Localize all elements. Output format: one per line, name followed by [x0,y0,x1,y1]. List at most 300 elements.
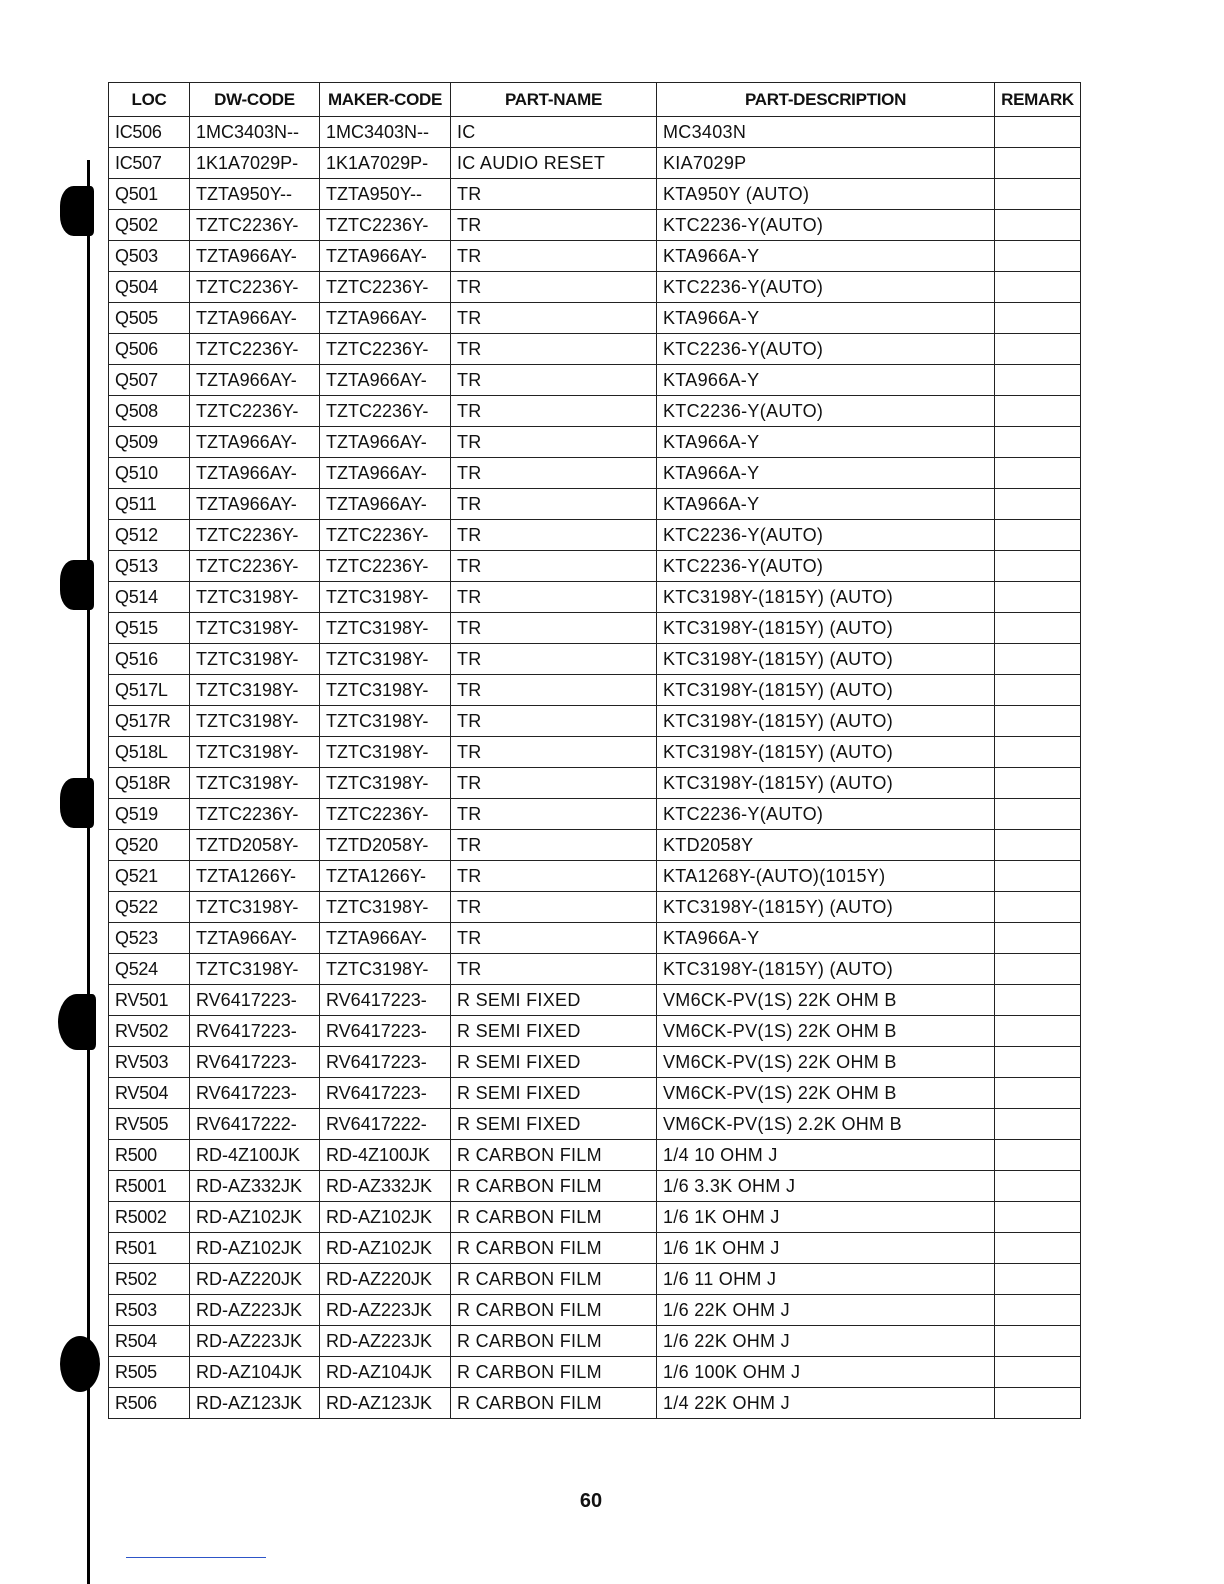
cell-loc: Q502 [109,210,190,241]
cell-dw-code: 1K1A7029P- [190,148,320,179]
page-number: 60 [579,1490,603,1512]
cell-remark [995,551,1081,582]
cell-maker-code: TZTA966AY- [320,365,451,396]
table-row [109,303,1081,334]
cell-maker-code: 1MC3403N-- [320,117,451,148]
cell-maker-code: 1K1A7029P- [320,148,451,179]
cell-part-name: TR [451,737,657,768]
cell-dw-code: RD-AZ223JK [190,1295,320,1326]
cell-remark [995,365,1081,396]
cell-remark [995,334,1081,365]
cell-remark [995,1016,1081,1047]
cell-part-description: KTC2236-Y(AUTO) [657,272,995,303]
cell-part-description: KIA7029P [657,148,995,179]
cell-part-name: TR [451,954,657,985]
cell-part-description: KTC3198Y-(1815Y) (AUTO) [657,675,995,706]
table-row [109,458,1081,489]
table-row [109,334,1081,365]
cell-maker-code: RD-AZ332JK [320,1171,451,1202]
cell-dw-code: TZTA966AY- [190,365,320,396]
cell-dw-code: TZTC3198Y- [190,892,320,923]
table-row [109,1295,1081,1326]
cell-loc: R505 [109,1357,190,1388]
cell-maker-code: TZTC3198Y- [320,892,451,923]
table-row [109,768,1081,799]
cell-remark [995,737,1081,768]
column-header-remark: REMARK [995,83,1081,117]
table-row [109,148,1081,179]
cell-remark [995,303,1081,334]
cell-dw-code: TZTC3198Y- [190,644,320,675]
cell-part-description: KTC3198Y-(1815Y) (AUTO) [657,613,995,644]
cell-loc: RV503 [109,1047,190,1078]
cell-part-name: R CARBON FILM [451,1357,657,1388]
cell-part-name: TR [451,179,657,210]
cell-maker-code: RV6417223- [320,1047,451,1078]
cell-remark [995,427,1081,458]
cell-part-name: IC AUDIO RESET [451,148,657,179]
cell-part-description: KTA966A-Y [657,458,995,489]
cell-part-description: KTC3198Y-(1815Y) (AUTO) [657,892,995,923]
cell-dw-code: TZTA966AY- [190,489,320,520]
cell-part-name: TR [451,365,657,396]
cell-remark [995,1326,1081,1357]
table-row [109,799,1081,830]
table-row [109,1078,1081,1109]
cell-part-description: KTC2236-Y(AUTO) [657,520,995,551]
cell-maker-code: TZTC2236Y- [320,799,451,830]
cell-remark [995,1233,1081,1264]
cell-part-name: R SEMI FIXED [451,985,657,1016]
cell-maker-code: TZTA966AY- [320,241,451,272]
cell-dw-code: RD-AZ223JK [190,1326,320,1357]
cell-maker-code: RD-AZ102JK [320,1202,451,1233]
cell-part-description: 1/6 3.3K OHM J [657,1171,995,1202]
table-row [109,1047,1081,1078]
table-row [109,830,1081,861]
cell-loc: Q519 [109,799,190,830]
cell-maker-code: TZTA966AY- [320,458,451,489]
binding-hole-mark [60,1336,100,1392]
cell-part-name: TR [451,675,657,706]
cell-part-name: TR [451,396,657,427]
cell-part-name: TR [451,458,657,489]
cell-part-description: KTA950Y (AUTO) [657,179,995,210]
cell-maker-code: RD-AZ220JK [320,1264,451,1295]
cell-dw-code: RV6417222- [190,1109,320,1140]
cell-part-description: KTC3198Y-(1815Y) (AUTO) [657,954,995,985]
table-row [109,241,1081,272]
table-row [109,737,1081,768]
cell-dw-code: TZTC2236Y- [190,799,320,830]
cell-dw-code: TZTC3198Y- [190,706,320,737]
cell-remark [995,241,1081,272]
cell-part-description: KTA966A-Y [657,241,995,272]
cell-dw-code: TZTA966AY- [190,923,320,954]
cell-dw-code: 1MC3403N-- [190,117,320,148]
binding-hole-mark [60,560,94,610]
cell-part-description: 1/6 1K OHM J [657,1233,995,1264]
cell-maker-code: TZTA966AY- [320,489,451,520]
cell-part-name: TR [451,303,657,334]
cell-remark [995,272,1081,303]
cell-part-description: VM6CK-PV(1S) 2.2K OHM B [657,1109,995,1140]
cell-remark [995,892,1081,923]
cell-part-description: 1/6 100K OHM J [657,1357,995,1388]
cell-maker-code: TZTC3198Y- [320,613,451,644]
table-row [109,675,1081,706]
table-row [109,613,1081,644]
cell-dw-code: TZTC3198Y- [190,737,320,768]
cell-loc: Q505 [109,303,190,334]
cell-loc: RV504 [109,1078,190,1109]
cell-dw-code: TZTA966AY- [190,303,320,334]
cell-remark [995,1202,1081,1233]
binding-hole-mark [58,994,96,1050]
cell-part-description: KTC2236-Y(AUTO) [657,396,995,427]
cell-loc: Q504 [109,272,190,303]
cell-loc: Q512 [109,520,190,551]
cell-loc: Q511 [109,489,190,520]
table-row [109,1264,1081,1295]
table-row [109,520,1081,551]
cell-dw-code: TZTC2236Y- [190,334,320,365]
table-row [109,706,1081,737]
cell-loc: Q509 [109,427,190,458]
cell-maker-code: TZTC2236Y- [320,551,451,582]
cell-part-name: R CARBON FILM [451,1295,657,1326]
cell-part-name: TR [451,272,657,303]
cell-dw-code: TZTD2058Y- [190,830,320,861]
cell-loc: RV502 [109,1016,190,1047]
cell-dw-code: RD-AZ220JK [190,1264,320,1295]
table-row [109,489,1081,520]
cell-maker-code: TZTC2236Y- [320,210,451,241]
cell-part-name: TR [451,830,657,861]
cell-dw-code: TZTC2236Y- [190,551,320,582]
cell-part-description: KTC3198Y-(1815Y) (AUTO) [657,737,995,768]
cell-part-description: 1/6 22K OHM J [657,1326,995,1357]
cell-remark [995,613,1081,644]
cell-remark [995,799,1081,830]
cell-part-name: R CARBON FILM [451,1202,657,1233]
cell-part-description: KTA966A-Y [657,365,995,396]
cell-maker-code: TZTA966AY- [320,923,451,954]
table-row [109,1388,1081,1419]
cell-remark [995,923,1081,954]
cell-remark [995,861,1081,892]
cell-part-name: TR [451,923,657,954]
cell-dw-code: RV6417223- [190,1016,320,1047]
table-row [109,1202,1081,1233]
cell-part-description: 1/6 11 OHM J [657,1264,995,1295]
column-header-maker-code: MAKER-CODE [320,83,451,117]
cell-part-name: TR [451,799,657,830]
cell-remark [995,458,1081,489]
cell-maker-code: RD-AZ102JK [320,1233,451,1264]
cell-maker-code: RD-AZ123JK [320,1388,451,1419]
cell-loc: Q510 [109,458,190,489]
table-row [109,1140,1081,1171]
cell-remark [995,489,1081,520]
cell-loc: Q522 [109,892,190,923]
cell-part-name: TR [451,489,657,520]
cell-loc: Q507 [109,365,190,396]
cell-part-name: TR [451,706,657,737]
cell-maker-code: TZTC2236Y- [320,396,451,427]
cell-remark [995,117,1081,148]
cell-remark [995,582,1081,613]
cell-part-name: R CARBON FILM [451,1140,657,1171]
column-header-part-description: PART-DESCRIPTION [657,83,995,117]
cell-part-name: R CARBON FILM [451,1233,657,1264]
cell-part-description: KTC2236-Y(AUTO) [657,210,995,241]
cell-maker-code: TZTA966AY- [320,427,451,458]
cell-loc: IC507 [109,148,190,179]
cell-loc: Q513 [109,551,190,582]
cell-part-description: KTC2236-Y(AUTO) [657,551,995,582]
cell-remark [995,1357,1081,1388]
table-row [109,1171,1081,1202]
cell-part-name: TR [451,334,657,365]
cell-remark [995,396,1081,427]
cell-maker-code: RD-AZ104JK [320,1357,451,1388]
cell-dw-code: TZTC3198Y- [190,954,320,985]
cell-part-description: KTC3198Y-(1815Y) (AUTO) [657,768,995,799]
cell-part-name: TR [451,210,657,241]
cell-dw-code: TZTC2236Y- [190,210,320,241]
cell-maker-code: RD-AZ223JK [320,1326,451,1357]
cell-part-description: 1/6 22K OHM J [657,1295,995,1326]
table-row [109,365,1081,396]
cell-part-name: TR [451,861,657,892]
cell-loc: R506 [109,1388,190,1419]
cell-remark [995,830,1081,861]
cell-maker-code: TZTC3198Y- [320,675,451,706]
cell-part-description: KTC3198Y-(1815Y) (AUTO) [657,706,995,737]
cell-loc: Q506 [109,334,190,365]
table-row [109,427,1081,458]
cell-loc: Q523 [109,923,190,954]
cell-part-description: VM6CK-PV(1S) 22K OHM B [657,985,995,1016]
cell-remark [995,1171,1081,1202]
cell-maker-code: RV6417222- [320,1109,451,1140]
cell-part-description: KTC3198Y-(1815Y) (AUTO) [657,582,995,613]
table-row [109,272,1081,303]
cell-loc: Q520 [109,830,190,861]
cell-loc: Q517L [109,675,190,706]
footer-rule [126,1557,266,1558]
cell-maker-code: RV6417223- [320,1078,451,1109]
cell-dw-code: TZTA966AY- [190,427,320,458]
cell-dw-code: RV6417223- [190,985,320,1016]
cell-maker-code: TZTC3198Y- [320,768,451,799]
cell-part-description: 1/4 10 OHM J [657,1140,995,1171]
cell-dw-code: RD-AZ102JK [190,1233,320,1264]
table-row [109,396,1081,427]
cell-dw-code: TZTC3198Y- [190,675,320,706]
cell-part-name: R SEMI FIXED [451,1078,657,1109]
cell-remark [995,1109,1081,1140]
cell-loc: Q501 [109,179,190,210]
cell-part-name: R SEMI FIXED [451,1016,657,1047]
cell-maker-code: TZTD2058Y- [320,830,451,861]
cell-maker-code: TZTC3198Y- [320,954,451,985]
cell-part-name: R CARBON FILM [451,1264,657,1295]
cell-maker-code: TZTA1266Y- [320,861,451,892]
cell-part-name: TR [451,427,657,458]
binding-hole-mark [60,186,94,236]
cell-part-description: VM6CK-PV(1S) 22K OHM B [657,1047,995,1078]
cell-dw-code: TZTA966AY- [190,241,320,272]
table-row [109,1016,1081,1047]
cell-dw-code: RD-AZ123JK [190,1388,320,1419]
cell-maker-code: RV6417223- [320,1016,451,1047]
cell-dw-code: TZTC3198Y- [190,582,320,613]
cell-loc: Q508 [109,396,190,427]
cell-dw-code: TZTC2236Y- [190,272,320,303]
cell-part-description: KTA966A-Y [657,303,995,334]
table-header-row [109,83,1081,117]
cell-dw-code: TZTC3198Y- [190,613,320,644]
cell-loc: R503 [109,1295,190,1326]
cell-dw-code: RD-AZ102JK [190,1202,320,1233]
cell-loc: R500 [109,1140,190,1171]
cell-remark [995,644,1081,675]
cell-part-name: R CARBON FILM [451,1171,657,1202]
cell-maker-code: TZTA950Y-- [320,179,451,210]
binding-hole-mark [60,778,94,828]
cell-dw-code: RD-4Z100JK [190,1140,320,1171]
cell-remark [995,1078,1081,1109]
cell-part-name: R SEMI FIXED [451,1109,657,1140]
table-row [109,582,1081,613]
table-row [109,644,1081,675]
cell-remark [995,954,1081,985]
cell-part-description: KTA966A-Y [657,427,995,458]
cell-part-name: IC [451,117,657,148]
cell-part-name: R CARBON FILM [451,1388,657,1419]
cell-loc: R504 [109,1326,190,1357]
table-row [109,551,1081,582]
cell-dw-code: TZTA1266Y- [190,861,320,892]
cell-loc: Q524 [109,954,190,985]
table-row [109,1109,1081,1140]
cell-part-description: KTA966A-Y [657,489,995,520]
table-row [109,1357,1081,1388]
table-row [109,117,1081,148]
table-row [109,861,1081,892]
cell-part-name: TR [451,892,657,923]
column-header-part-name: PART-NAME [451,83,657,117]
column-header-dw-code: DW-CODE [190,83,320,117]
cell-maker-code: TZTC3198Y- [320,706,451,737]
cell-loc: IC506 [109,117,190,148]
cell-part-description: MC3403N [657,117,995,148]
cell-maker-code: RD-4Z100JK [320,1140,451,1171]
cell-dw-code: TZTC2236Y- [190,520,320,551]
cell-dw-code: RV6417223- [190,1078,320,1109]
cell-remark [995,1295,1081,1326]
cell-remark [995,768,1081,799]
cell-remark [995,675,1081,706]
cell-maker-code: TZTC2236Y- [320,520,451,551]
cell-loc: RV505 [109,1109,190,1140]
cell-part-description: KTD2058Y [657,830,995,861]
cell-dw-code: RD-AZ104JK [190,1357,320,1388]
cell-maker-code: RD-AZ223JK [320,1295,451,1326]
cell-remark [995,1047,1081,1078]
cell-part-description: KTC3198Y-(1815Y) (AUTO) [657,644,995,675]
cell-part-name: TR [451,551,657,582]
cell-remark [995,148,1081,179]
table-row [109,210,1081,241]
cell-loc: Q503 [109,241,190,272]
cell-part-description: KTA1268Y-(AUTO)(1015Y) [657,861,995,892]
table-row [109,985,1081,1016]
cell-loc: Q516 [109,644,190,675]
cell-dw-code: TZTC3198Y- [190,768,320,799]
cell-part-name: TR [451,582,657,613]
cell-remark [995,210,1081,241]
table-row [109,923,1081,954]
cell-part-name: TR [451,644,657,675]
cell-loc: Q517R [109,706,190,737]
cell-remark [995,1388,1081,1419]
cell-dw-code: RD-AZ332JK [190,1171,320,1202]
cell-loc: Q521 [109,861,190,892]
cell-dw-code: TZTC2236Y- [190,396,320,427]
cell-part-name: R SEMI FIXED [451,1047,657,1078]
cell-loc: Q515 [109,613,190,644]
cell-loc: RV501 [109,985,190,1016]
cell-loc: R5001 [109,1171,190,1202]
cell-part-description: 1/4 22K OHM J [657,1388,995,1419]
cell-part-name: TR [451,241,657,272]
parts-list-table [108,82,1081,1419]
cell-remark [995,179,1081,210]
cell-maker-code: TZTC2236Y- [320,334,451,365]
cell-dw-code: RV6417223- [190,1047,320,1078]
cell-dw-code: TZTA966AY- [190,458,320,489]
cell-part-description: VM6CK-PV(1S) 22K OHM B [657,1016,995,1047]
cell-loc: Q518L [109,737,190,768]
cell-loc: Q518R [109,768,190,799]
cell-remark [995,1140,1081,1171]
table-row [109,954,1081,985]
cell-part-description: 1/6 1K OHM J [657,1202,995,1233]
cell-part-name: TR [451,768,657,799]
cell-part-name: TR [451,613,657,644]
cell-maker-code: TZTC2236Y- [320,272,451,303]
table-row [109,1233,1081,1264]
cell-part-name: TR [451,520,657,551]
parts-table-body [109,117,1081,1419]
cell-remark [995,706,1081,737]
cell-loc: R502 [109,1264,190,1295]
cell-part-description: KTA966A-Y [657,923,995,954]
cell-loc: Q514 [109,582,190,613]
cell-maker-code: RV6417223- [320,985,451,1016]
table-row [109,892,1081,923]
cell-part-description: KTC2236-Y(AUTO) [657,334,995,365]
cell-loc: R5002 [109,1202,190,1233]
cell-dw-code: TZTA950Y-- [190,179,320,210]
cell-loc: R501 [109,1233,190,1264]
table-row [109,179,1081,210]
cell-part-description: KTC2236-Y(AUTO) [657,799,995,830]
cell-remark [995,1264,1081,1295]
